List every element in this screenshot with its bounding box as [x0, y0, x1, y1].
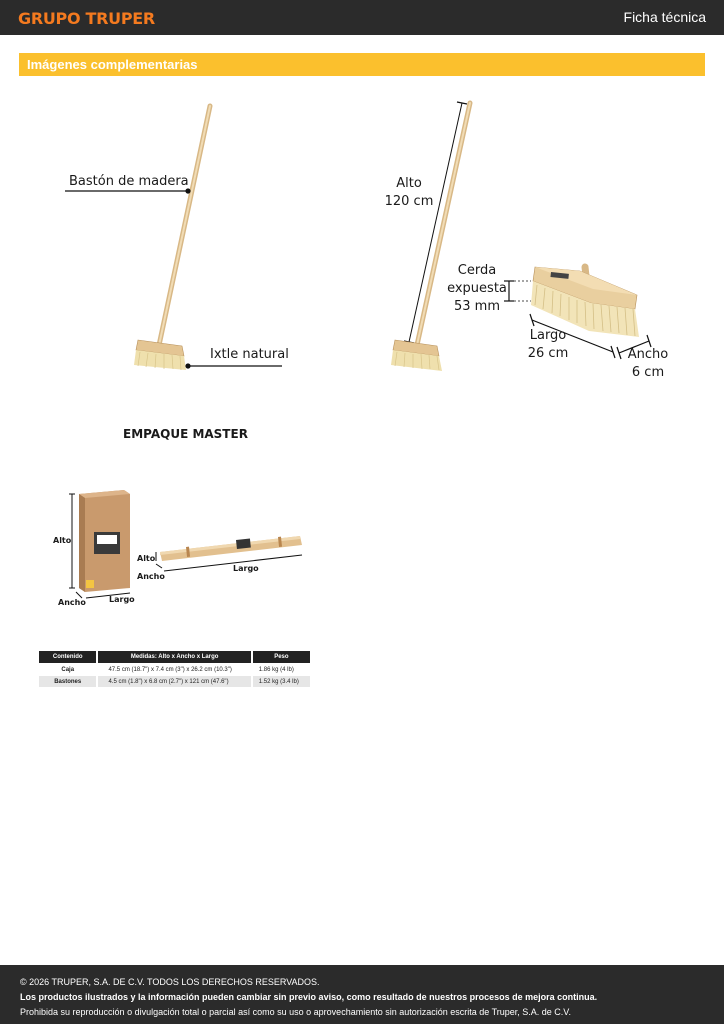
height-dimension-label [384, 175, 434, 211]
master-box-illustration [66, 486, 140, 604]
handle-label: Bastón de madera [69, 174, 189, 189]
footer-notice: Los productos ilustrados y la información pueden cambiar sin previo aviso, como resultado de nuestros procesos de mejora continua. [20, 992, 598, 1002]
width-dimension-label [623, 346, 673, 382]
col-header-weight: Peso [253, 651, 310, 663]
document-type-title: Ficha técnica [623, 9, 706, 25]
bristle-type-label: Ixtle natural [210, 347, 289, 362]
length-dimension-label [523, 327, 573, 363]
sticks-height-label: Alto [137, 554, 156, 563]
cell-content: Caja [39, 664, 96, 675]
master-pack-title: EMPAQUE MASTER [123, 427, 248, 441]
box-height-label: Alto [53, 536, 72, 545]
sticks-bundle-illustration [150, 526, 306, 574]
width-value-text: 6 cm [631, 365, 665, 380]
bristle-label-line2: expuesta [447, 281, 507, 296]
height-value-text: 120 cm [384, 194, 434, 209]
cell-weight: 1.86 kg (4 lb) [253, 664, 310, 675]
cell-content: Bastones [39, 676, 96, 687]
top-header-bar [0, 0, 724, 35]
height-label-text: Alto [396, 176, 422, 191]
box-length-label: Largo [109, 595, 135, 604]
broom-illustration-labeled [60, 100, 300, 380]
table-row [39, 664, 310, 675]
sticks-width-label: Ancho [137, 572, 165, 581]
table-header-row [39, 651, 310, 663]
table-row [39, 676, 310, 687]
bristle-value-text: 53 mm [453, 299, 500, 314]
section-title: Imágenes complementarias [27, 57, 198, 72]
width-label-text: Ancho [627, 347, 669, 362]
cell-weight: 1.52 kg (3.4 lb) [253, 676, 310, 687]
bristle-label-line1: Cerda [457, 263, 497, 278]
col-header-measures: Medidas: Alto x Ancho x Largo [98, 651, 250, 663]
footer-copyright: © 2026 TRUPER, S.A. DE C.V. TODOS LOS DERECHOS RESERVADOS. [20, 977, 320, 987]
cell-measures: 4.5 cm (1.8") x 6.8 cm (2.7") x 121 cm (47.6") [98, 676, 250, 687]
exposed-bristle-dimension-label [446, 262, 508, 316]
sticks-length-label: Largo [233, 564, 259, 573]
page-footer [0, 965, 724, 1024]
footer-prohibition: Prohibida su reproducción o divulgación total o parcial así como su uso o aprovechamiento sin autorización escrita de Truper, S.A. de C.V. [20, 1007, 571, 1017]
cell-measures: 47.5 cm (18.7") x 7.4 cm (3") x 26.2 cm (10.3") [98, 664, 250, 675]
brand-logo: GRUPO TRUPER [18, 9, 155, 28]
packaging-table [37, 650, 312, 688]
length-label-text: Largo [529, 328, 567, 343]
section-header-bar [19, 53, 705, 76]
box-width-label: Ancho [58, 598, 86, 607]
col-header-content: Contenido [39, 651, 96, 663]
length-value-text: 26 cm [527, 346, 569, 361]
